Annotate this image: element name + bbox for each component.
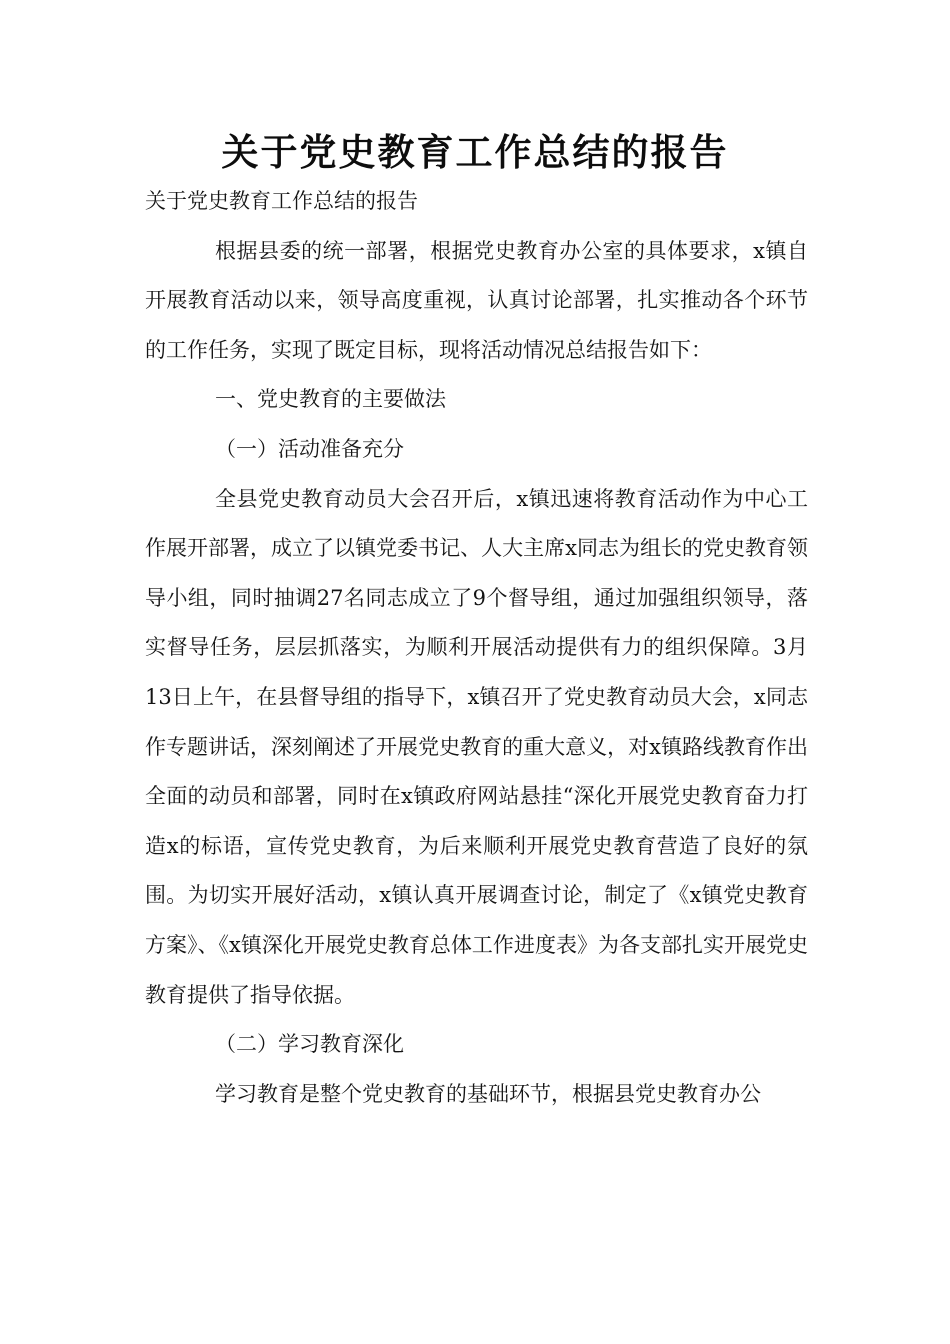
section-heading: 一、党史教育的主要做法 [215,387,446,412]
body-paragraph: 学习教育是整个党史教育的基础环节，根据县党史教育办公 [215,1081,761,1106]
document-body [145,177,808,1119]
document-subtitle: 关于党史教育工作总结的报告 [145,189,418,213]
subsection-heading: （一）活动准备充分 [215,436,404,461]
document-title: 关于党史教育工作总结的报告 [221,131,729,174]
subsection-heading: （二）学习教育深化 [215,1032,404,1057]
intro-paragraph: 根据县委的统一部署，根据党史教育办公室的具体要求，x镇自开展教育活动以来，领导高度重视，认真讨论部署，扎实推动各个环节的工作任务，实现了既定目标，现将活动情况总结报告如下： [145,238,808,362]
body-paragraph: 全县党史教育动员大会召开后，x镇迅速将教育活动作为中心工作展开部署，成立了以镇党委书记、人大主席x同志为组长的党史教育领导小组，同时抽调27名同志成立了9个督导组，通过加强组织领导，落实督导任务，层层抓落实，为顺利开展活动提供有力的组织保障。3月13日上午，在县督导组的指导下，x镇召开了党史教育动员大会，x同志作专题讲话，深刻阐述了开展党史教育的重大意义，对x镇路线教育作出全面的动员和部署，同时在x镇政府网站悬挂“深化开展党史教育奋力打造x的标语，宣传党史教育，为后来顺利开展党史教育营造了良好的氛围。为切实开展好活动，x镇认真开展调查讨论，制定了《x镇党史教育方案》、《x镇深化开展党史教育总体工作进度表》为各支部扎实开展党史教育提供了指导依据。 [145,486,808,1007]
